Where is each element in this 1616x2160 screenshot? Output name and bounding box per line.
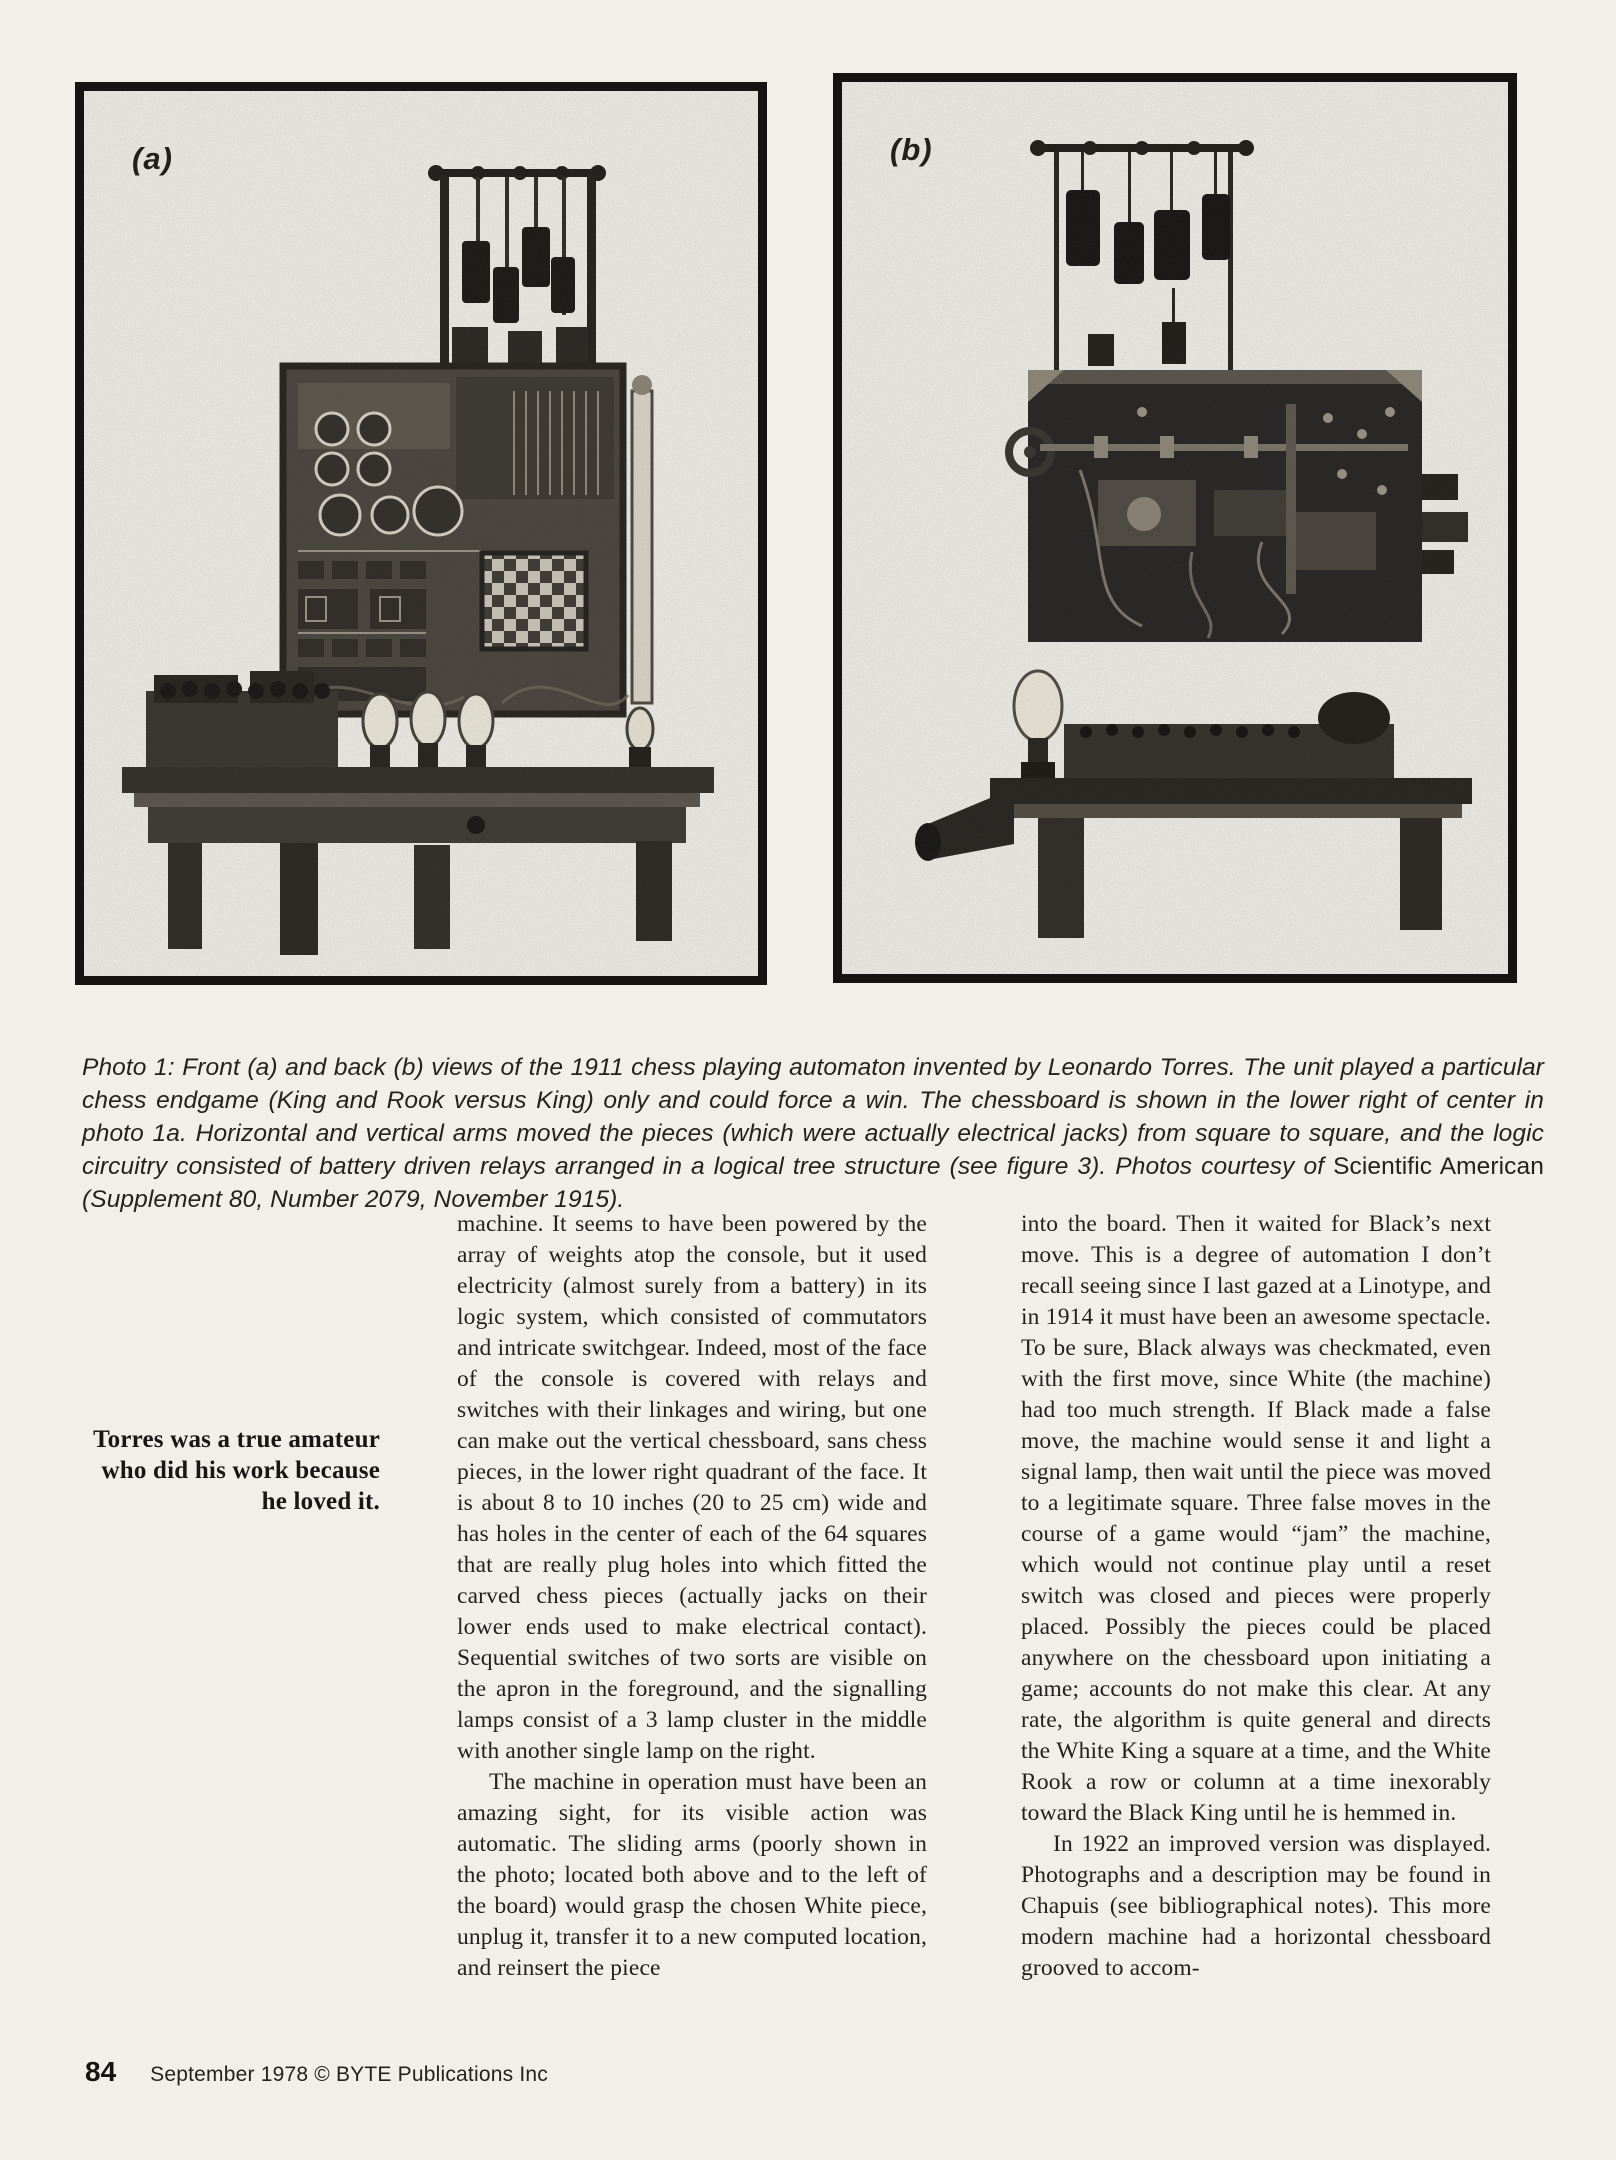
- body-paragraph: machine. It seems to have been powered by the array of weights atop the console, but it used electricity (almost surely from a battery) in its logic system, which consisted of commutators and intricate switchgear. Indeed, most of the face of the console is covered with relays and switches with their linkages and wiring, but one can make out the vertical chessboard, sans chess pieces, in the lower right quadrant of the face. It is about 8 to 10 inches (20 to 25 cm) wide and has holes in the center of each of the 64 squares that are really plug holes into which fitted the carved chess pieces (actually jacks on their lower ends used to make electrical contact). Sequential switches of two sorts are visible on the apron in the foreground, and the signalling lamps consist of a 3 lamp cluster in the middle with another single lamp on the right.: [457, 1211, 927, 1764]
- photo-label-b: (b): [890, 132, 933, 167]
- photo-caption: [82, 1051, 1544, 1216]
- page-footer: [85, 2056, 548, 2088]
- photo-label-a: (a): [132, 141, 173, 176]
- photo-1a-image: [84, 91, 758, 976]
- body-column-right: [1021, 1209, 1491, 1984]
- body-paragraph: In 1922 an improved version was displayed. Photographs and a description may be found in Chapuis (see bibliographical notes). This more modern machine had a horizontal chessboard grooved to accom-: [1021, 1831, 1491, 1981]
- body-paragraph: into the board. Then it waited for Black’s next move. This is a degree of automation I don’t recall seeing since I last gazed at a Linotype, and in 1914 it must have been an awesome spectacle. To be sure, Black always was checkmated, even with the first move, since White (the machine) had too much strength. If Black made a false move, the machine would sense it and light a signal lamp, then wait until the piece was moved to a legitimate square. Three false moves in the course of a game would “jam” the machine, which would not continue play until a reset switch was closed and pieces were properly placed. Possibly the pieces could be placed anywhere on the chessboard upon initiating a game; accounts do not make this clear. At any rate, the algorithm is quite general and directs the White King a square at a time, and the White Rook a row or column at a time inexorably toward the Black King until he is hemmed in.: [1021, 1211, 1491, 1826]
- caption-publication-name: Scientific American: [1333, 1152, 1544, 1180]
- photo-1b-back-view: [833, 73, 1517, 983]
- footer-credit: September 1978 © BYTE Publications Inc: [150, 2063, 548, 2086]
- caption-tail: (Supplement 80, Number 2079, November 1915).: [82, 1185, 625, 1213]
- photo-1a-front-view: [75, 82, 767, 985]
- page-number: 84: [85, 2056, 117, 2087]
- pull-quote: Torres was a true amateur who did his work because he loved it.: [93, 1426, 380, 1515]
- body-paragraph: The machine in operation must have been an amazing sight, for its visible action was automatic. The sliding arms (poorly shown in the photo; located both above and to the left of the board) would grasp the chosen White piece, unplug it, transfer it to a new computed location, and reinsert the piece: [457, 1769, 927, 1981]
- photo-1b-image: [842, 82, 1508, 974]
- body-column-middle: [457, 1209, 927, 1984]
- caption-main: Photo 1: Front (a) and back (b) views of the 1911 chess playing automaton invented by Leonardo Torres. The unit played a particular chess endgame (King and Rook versus King) only and could force a win. The chessboard is shown in the lower right of center in photo 1a. Horizontal and vertical arms moved the pieces (which were actually electrical jacks) from square to square, and the logic circuitry consisted of battery driven relays arranged in a logical tree structure (see figure 3). Photos courtesy of: [82, 1053, 1544, 1180]
